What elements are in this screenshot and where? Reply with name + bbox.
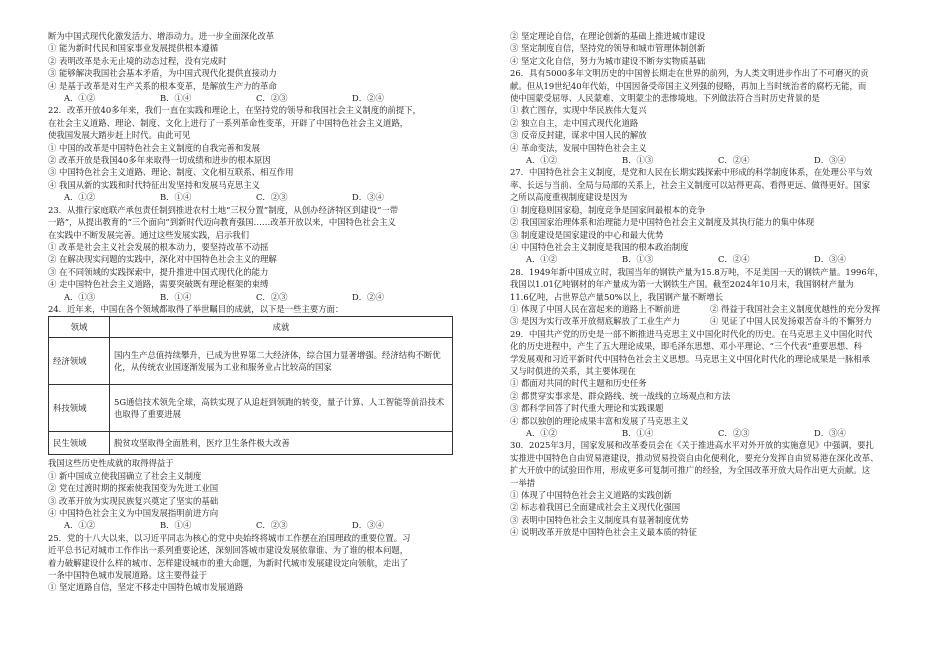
text-line: 近平总书记对城市工作作出一系列重要论述，深刻回答城市建设发展依靠谁、为了谁的根本问题， (48, 545, 409, 556)
text-line: 在社会主义道路、理论、制度、文化上进行了一系列革命性变革，开辟了中国特色社会主义道路， (48, 117, 409, 128)
text-line: 扩大开放中的试验田作用，形成更多可复制可推广的经验，为全国改革开放大局作出更大贡献。这 (510, 465, 871, 476)
q30-block (510, 439, 930, 538)
question-stem: 27．中国特色社会主义制度，是党和人民在长期实践探索中形成的科学制度体系，在处理公平与效 (510, 167, 873, 178)
option-line: ① 坚定道路自信，坚定不移走中国特色城市发展道路 (48, 582, 244, 593)
option-line: ② 党在过渡时期的探索使我国变为先进工业国 (48, 483, 219, 494)
option-line: ① 都面对共同的时代主题和历史任务 (510, 378, 647, 389)
option-line: ④ 中国特色社会主义为中国发展指明前进方向 (48, 507, 219, 518)
q29-block (510, 328, 930, 440)
q27-block (510, 166, 930, 265)
option-line: ③ 中国特色社会主义道路、理论、制度、文化相互联系、相互作用 (48, 167, 294, 178)
option-line: ③ 改革开放为实现民族复兴奠定了坚实的基础 (48, 495, 219, 506)
option-pair (510, 303, 930, 315)
text-line: 献。但从19世纪40年代始，中国因备受帝国主义列强的侵略，再加上当时统治者的腐朽无能，而 (510, 80, 867, 91)
question-stem: 25．党的十八大以来，以习近平同志为核心的党中央始终将城市工作摆在治国理政的重要位置。习 (48, 532, 411, 543)
table-cell-domain: 经济领域 (49, 338, 110, 385)
option-line: ③ 制度建设是国家建设的中心和最大优势 (510, 229, 664, 240)
table-cell-domain: 民生领域 (49, 432, 110, 455)
answer-choices (48, 92, 470, 104)
choice-b: B．①④ (622, 428, 654, 438)
option-line: ③ 在不同领域的实践探索中，提升推进中国式现代化的能力 (48, 266, 269, 277)
option-line: ② 在解决现实问题的实践中，深化对中国特色社会主义的理解 (48, 254, 277, 265)
question-stem: 22．改革开放40多年来，我们一直在实践和理论上，在坚持党的领导和我国社会主义制度的前提下， (48, 105, 422, 116)
text-line: 着力破解建设什么样的城市、怎样建设城市的重大命题，为新时代城市发展建设定向领航，走出了 (48, 557, 409, 568)
choice-b: B．①③ (622, 155, 654, 166)
choice-d: D．②④ (352, 93, 384, 104)
option-line: ② 得益于我国社会主义制度优越性的充分发挥 (710, 303, 881, 314)
choice-a: A．①② (526, 428, 558, 438)
option-line: ① 改革是社会主义社会发展的根本动力，要坚持改革不动摇 (48, 241, 269, 252)
answer-choices (510, 154, 930, 166)
option-line: ② 改革开放是我国40多年来取得一切成绩和进步的根本原因 (48, 155, 271, 166)
choice-b: B．①④ (160, 192, 192, 203)
option-line: ② 标志着我国已全面建成社会主义现代化强国 (510, 502, 681, 513)
question-stem: 30．2025年3月，国家发展和改革委员会在《关于推进高水平对外开放的实施意见》中强调，要扎 (510, 440, 874, 451)
text-line: 使我国发展大踏步赶上时代。由此可见 (48, 130, 191, 141)
answer-choices (510, 427, 930, 439)
q25-continued (510, 30, 930, 67)
option-line: ④ 都以独创的理论成果丰富和发展了马克思主义 (510, 415, 689, 426)
option-line: ① 体现了中国人民在富起来的道路上不断前进 (510, 303, 681, 314)
option-line: ④ 我国从新的实践和时代特征出发坚持和发展马克思主义 (48, 179, 261, 190)
right-column (510, 30, 930, 539)
answer-choices (48, 519, 470, 531)
choice-b: B．①④ (160, 291, 192, 302)
choice-d: D．②④ (352, 291, 384, 302)
choice-c: C．②④ (718, 155, 750, 166)
table-row (49, 432, 453, 455)
choice-d: D．③④ (352, 520, 384, 531)
option-line: ③ 都科学回答了时代重大理论和实践课题 (510, 403, 664, 414)
choice-c: C．②④ (718, 254, 750, 265)
table-cell-achievement: 5G通信技术领先全球，高铁实现了从追赶到领跑的转变，量子计算、人工智能等前沿技术也取得了重要进展 (110, 385, 453, 432)
option-line: ④ 坚定文化自信，努力为城市建设不断夯实物质基础 (510, 55, 706, 66)
text-line: 11.6亿吨，占世界总产量50%以上，我国钢产量不断增长 (510, 291, 724, 302)
option-line: ② 我国国家治理体系和治理能力是中国特色社会主义制度及其执行能力的集中体现 (510, 217, 815, 228)
question-stem: 26．具有5000多年文明历史的中国曾长期走在世界的前列，为人类文明进步作出了不可磨灭的贡 (510, 68, 869, 79)
option-line: ③ 是因为实行改革开放彻底解放了工业生产力 (510, 316, 681, 327)
text-line: 一路”，从提出教育的“三个面向”到新时代迈向教育强国……改革开放以来，中国特色社会主义 (48, 217, 396, 228)
choice-d: D．③④ (814, 254, 846, 265)
choice-d: D．③④ (814, 155, 846, 166)
table-row (49, 338, 453, 385)
text-line: 之所以高度重视制度建设是因为 (510, 192, 628, 203)
text-line: 实推进中国特色自由贸易港建设，推动贸易投资自由化便利化，要充分发挥自由贸易港在深化改革、 (510, 452, 879, 463)
choice-d: D．③④ (814, 428, 846, 438)
choice-a: A．①② (526, 155, 558, 166)
answer-choices (510, 253, 930, 265)
text-line: 断为中国式现代化激发活力、增添动力。进一步全面深化改革 (48, 31, 275, 41)
choice-a: A．①③ (64, 291, 96, 302)
option-line: ① 能为新时代民和国家事业发展提供根本遵循 (48, 43, 219, 54)
text-line: 使中国蒙受屈辱、人民蒙难、文明蒙尘的悲惨境地。下列做法符合当时历史背景的是 (510, 93, 820, 104)
option-line: ④ 说明改革开放是中国特色社会主义最本质的特征 (510, 527, 697, 538)
option-line: ① 制度稳则国家稳，制度竞争是国家间最根本的竞争 (510, 204, 706, 215)
text-line: 率、长远与当前、全局与局部的关系上，社会主义制度可以站得更高、看得更远、做得更好。国家 (510, 179, 871, 190)
choice-c: C．②③ (256, 291, 288, 302)
q28-block (510, 266, 930, 328)
option-line: ④ 中国特色社会主义制度是我国的根本政治制度 (510, 241, 689, 252)
choice-d: D．③④ (352, 192, 384, 203)
option-line: ④ 走中国特色社会主义道路，需要突破既有理论框架的束缚 (48, 279, 269, 290)
choice-b: B．①④ (160, 520, 192, 531)
choice-a: A．①② (64, 93, 96, 104)
question-stem: 23．从推行家庭联产承包责任制到推进农村土地“三权分置”制度，从创办经济特区到建设“一带 (48, 204, 399, 215)
choice-b: B．①④ (160, 93, 192, 104)
answer-choices (48, 291, 470, 303)
achievements-table (48, 316, 453, 455)
choice-c: C．②③ (256, 520, 288, 531)
option-line: ① 中国的改革是中国特色社会主义制度的自我完善和发展 (48, 142, 261, 153)
text-line: 我国这些历史性成就的取得得益于 (48, 458, 174, 469)
option-line: ① 新中国成立使我国确立了社会主义制度 (48, 470, 202, 481)
header-achievement: 成就 (110, 317, 453, 338)
text-line: 学发展观和习近平新时代中国特色社会主义思想。马克思主义中国化时代化的理论成果是一脉相承 (510, 353, 871, 364)
q21-block (48, 30, 470, 104)
text-line: 化的历史进程中，产生了五大理论成果，即毛泽东思想、邓小平理论、“三个代表”重要思想、科 (510, 341, 862, 352)
header-domain: 领域 (49, 317, 110, 338)
option-line: ③ 反帝反封建，谋求中国人民的解放 (510, 130, 647, 141)
option-line: ③ 坚定制度自信，坚持党的领导和城市管理体制创新 (510, 43, 706, 54)
q26-block (510, 67, 930, 166)
option-pair (510, 315, 930, 327)
option-line: ③ 表明中国特色社会主义制度具有显著制度优势 (510, 514, 689, 525)
choice-a: A．①② (64, 192, 96, 203)
choice-a: A．①② (64, 520, 96, 531)
option-line: ② 坚定理论自信，在理论创新的基础上推进城市建设 (510, 31, 706, 41)
q22-block (48, 104, 470, 203)
option-line: ① 体现了中国特色社会主义道路的实践创新 (510, 490, 672, 501)
choice-c: C．②③ (718, 428, 750, 438)
text-line: 一举措 (510, 477, 536, 488)
option-line: ② 都贯穿实事求是、群众路线、统一战线的立场观点和方法 (510, 390, 731, 401)
option-line: ② 表明改革是永无止境的动态过程，没有完成时 (48, 55, 227, 66)
text-line: 一条中国特色城市发展道路。这主要得益于 (48, 570, 208, 580)
option-line: ④ 见证了中国人民发扬艰苦奋斗的不懈努力 (710, 316, 872, 327)
option-line: ① 救亡图存，实现中华民族伟大复兴 (510, 105, 647, 116)
option-line: ④ 是基于改革是对生产关系的根本变革，是解放生产力的革命 (48, 80, 277, 91)
question-stem: 28．1949年新中国成立时，我国当年的钢铁产量为15.8万吨，不足美国一天的钢铁产量。1996年， (510, 266, 884, 277)
question-stem: 24．近年来，中国在各个领域都取得了举世瞩目的成就，以下是一些主要方面： (48, 303, 344, 314)
table-row (49, 385, 453, 432)
left-column (48, 30, 470, 594)
option-line: ④ 革命变法，发展中国特色社会主义 (510, 142, 647, 153)
q23-block (48, 204, 470, 303)
option-line: ③ 能够解决我国社会基本矛盾，为中国式现代化提供直接动力 (48, 68, 277, 79)
table-cell-achievement: 国内生产总值持续攀升，已成为世界第二大经济体，综合国力显著增强。经济结构不断优化，从传统农业国逐渐发展为工业和服务业占比较高的国家 (110, 338, 453, 385)
table-cell-domain: 科技领域 (49, 385, 110, 432)
question-stem: 29．中国共产党的历史是一部不断推进马克思主义中国化时代化的历史。在马克思主义中国化时代 (510, 328, 873, 339)
table-cell-achievement: 脱贫攻坚取得全面胜利，医疗卫生条件极大改善 (110, 432, 453, 455)
option-line: ② 独立自主，走中国式现代化道路 (510, 117, 639, 128)
q25-block (48, 532, 470, 594)
choice-a: A．①② (526, 254, 558, 265)
q24-block (48, 303, 470, 532)
table-header-row (49, 317, 453, 338)
text-line: 又与时俱进的关系，其主要体现在 (510, 365, 636, 376)
text-line: 在实践中不断发展完善。通过这些发展实践，启示我们 (48, 229, 249, 240)
text-line: 我国以1.01亿吨钢材的年产量成为第一大钢铁生产国。截至2024年10月末，我国钢材产量为 (510, 279, 854, 290)
choice-c: C．②③ (256, 93, 288, 104)
answer-choices (48, 191, 470, 203)
choice-c: C．②③ (256, 192, 288, 203)
choice-b: B．①③ (622, 254, 654, 265)
